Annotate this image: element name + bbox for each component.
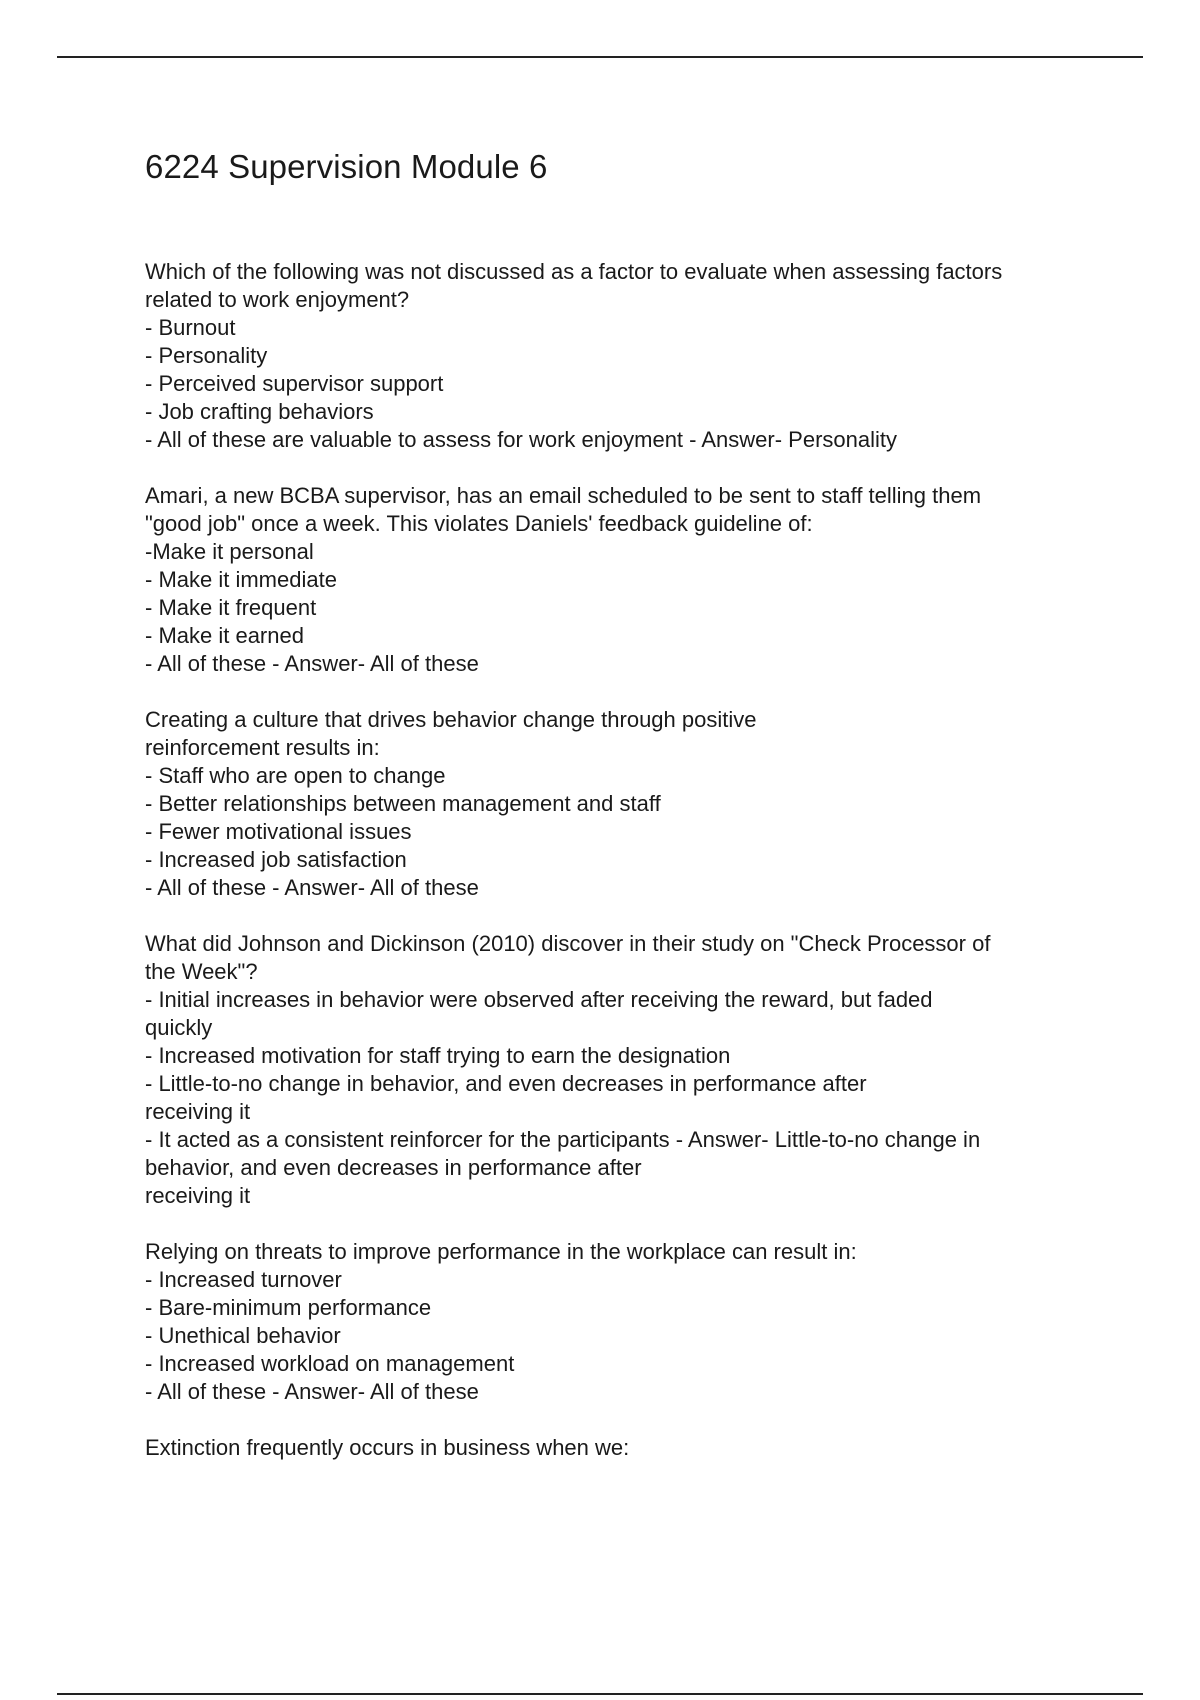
answer-option: - Increased job satisfaction xyxy=(145,847,407,872)
answer-option: - It acted as a consistent reinforcer for the participants - Answer- Little-to-no change in xyxy=(145,1127,981,1152)
answer-option: behavior, and even decreases in performance after xyxy=(145,1155,642,1180)
answer-option: - Job crafting behaviors xyxy=(145,399,374,424)
answer-option: - All of these - Answer- All of these xyxy=(145,651,479,676)
answer-option: - Make it earned xyxy=(145,623,304,648)
document-title: 6224 Supervision Module 6 xyxy=(145,148,548,185)
answer-option: - Perceived supervisor support xyxy=(145,371,444,396)
question-line: Which of the following was not discussed as a factor to evaluate when assessing factors xyxy=(145,259,1003,284)
answer-option: - Unethical behavior xyxy=(145,1323,341,1348)
answer-option: - Staff who are open to change xyxy=(145,763,446,788)
answer-option: - Better relationships between management and staff xyxy=(145,791,661,816)
question-line: Creating a culture that drives behavior change through positive xyxy=(145,707,757,732)
question-line: Extinction frequently occurs in business when we: xyxy=(145,1435,630,1460)
question-block-3 xyxy=(145,706,1105,902)
answer-option: - All of these are valuable to assess for work enjoyment - Answer- Personality xyxy=(145,427,898,452)
answer-option: - Increased turnover xyxy=(145,1267,342,1292)
question-line: What did Johnson and Dickinson (2010) discover in their study on "Check Processor of xyxy=(145,931,991,956)
question-line: Relying on threats to improve performance in the workplace can result in: xyxy=(145,1239,857,1264)
answer-option: receiving it xyxy=(145,1183,251,1208)
answer-option: - Make it immediate xyxy=(145,567,337,592)
question-line: the Week"? xyxy=(145,959,258,984)
top-rule xyxy=(57,56,1143,58)
question-block-6 xyxy=(145,1434,1105,1462)
question-block-1 xyxy=(145,258,1105,454)
question-block-5 xyxy=(145,1238,1105,1406)
answer-option: - All of these - Answer- All of these xyxy=(145,875,479,900)
answer-option: quickly xyxy=(145,1015,213,1040)
question-block-2 xyxy=(145,482,1105,678)
question-line: reinforcement results in: xyxy=(145,735,380,760)
question-line: related to work enjoyment? xyxy=(145,287,410,312)
document-body xyxy=(145,142,1105,1490)
answer-option: - Little-to-no change in behavior, and even decreases in performance after xyxy=(145,1071,867,1096)
bottom-rule xyxy=(57,1693,1143,1695)
question-line: Amari, a new BCBA supervisor, has an email scheduled to be sent to staff telling them xyxy=(145,483,982,508)
answer-option: -Make it personal xyxy=(145,539,314,564)
question-line: "good job" once a week. This violates Daniels' feedback guideline of: xyxy=(145,511,813,536)
answer-option: - Personality xyxy=(145,343,268,368)
answer-option: - Burnout xyxy=(145,315,236,340)
answer-option: - Bare-minimum performance xyxy=(145,1295,432,1320)
answer-option: - Increased motivation for staff trying to earn the designation xyxy=(145,1043,731,1068)
answer-option: - Increased workload on management xyxy=(145,1351,515,1376)
answer-option: - Initial increases in behavior were observed after receiving the reward, but faded xyxy=(145,987,933,1012)
answer-option: receiving it xyxy=(145,1099,251,1124)
answer-option: - All of these - Answer- All of these xyxy=(145,1379,479,1404)
answer-option: - Make it frequent xyxy=(145,595,317,620)
question-block-4 xyxy=(145,930,1105,1210)
answer-option: - Fewer motivational issues xyxy=(145,819,412,844)
